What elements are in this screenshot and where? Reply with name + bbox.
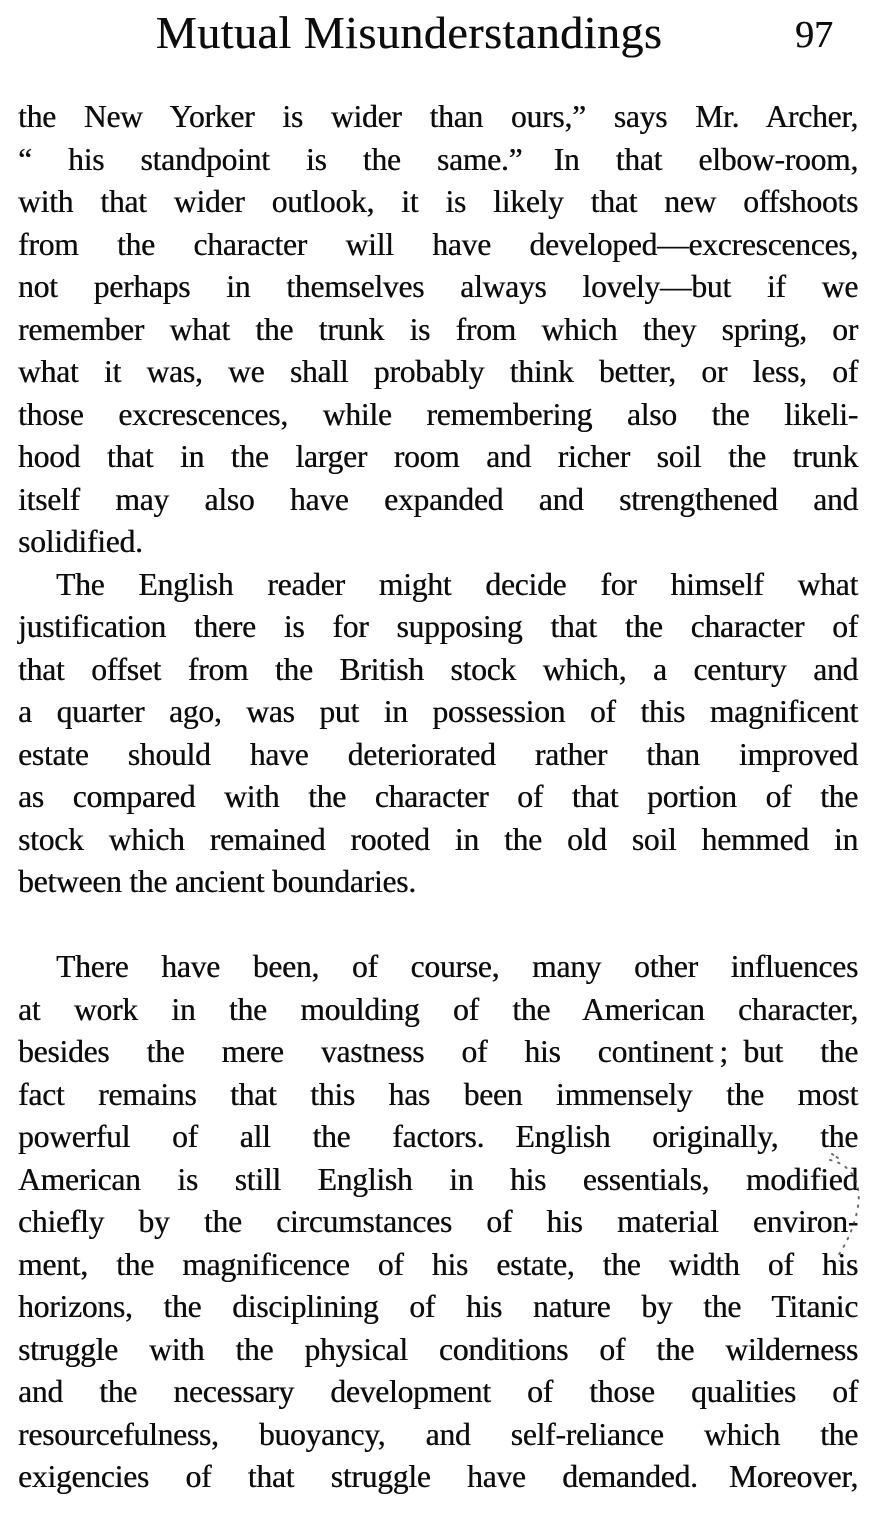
text-line: exigencies of that struggle have demanded. Moreover, — [18, 1459, 858, 1494]
text-line: as compared with the character of that portion of the — [18, 779, 858, 814]
page-number: 97 — [795, 14, 833, 56]
text-line: the New Yorker is wider than ours,” says Mr. Archer, — [18, 99, 858, 134]
text-line: and the necessary development of those qualities of — [18, 1374, 858, 1409]
text-line: resourcefulness, buoyancy, and self-reliance which the — [18, 1416, 858, 1452]
text-line: American is still English in his essentials, modified — [18, 1161, 858, 1197]
text-line: a quarter ago, was put in possession of this magnificent — [18, 694, 858, 729]
paragraph-english-reader — [18, 564, 858, 904]
text-line: “ his standpoint is the same.” In that elbow-room, — [18, 141, 858, 177]
text-line: chiefly by the circumstances of his material environ- — [18, 1204, 858, 1239]
text-line: stock which remained rooted in the old soil hemmed in — [18, 821, 858, 857]
text-line: There have been, of course, many other influences — [56, 949, 858, 984]
text-line: remember what the trunk is from which they spring, or — [18, 311, 858, 347]
text-line: those excrescences, while remembering also the likeli- — [18, 396, 858, 432]
text-line: from the character will have developed—excrescences, — [18, 226, 858, 262]
text-line: that offset from the British stock which, a century and — [18, 651, 858, 687]
scan-smudge-artifact — [828, 1148, 876, 1260]
text-line: with that wider outlook, it is likely that new offshoots — [18, 184, 858, 219]
text-line: estate should have deteriorated rather than improved — [18, 736, 858, 772]
page-body — [18, 0, 858, 1499]
running-title: Mutual Misunderstandings — [155, 7, 663, 58]
text-line: itself may also have expanded and strengthened and — [18, 481, 858, 517]
text-line: hood that in the larger room and richer soil the trunk — [18, 439, 858, 474]
text-line: ment, the magnificence of his estate, the width of his — [18, 1246, 858, 1282]
paragraph-other-influences — [18, 946, 858, 1499]
text-line: powerful of all the factors. English originally, the — [18, 1119, 858, 1154]
paragraph-continuation — [18, 96, 858, 564]
text-line: horizons, the disciplining of his nature by the Titanic — [18, 1289, 858, 1324]
text-line: The English reader might decide for himself what — [56, 566, 858, 602]
text-line: struggle with the physical conditions of the wilderness — [18, 1331, 858, 1367]
text-line: besides the mere vastness of his continent ; but the — [18, 1034, 858, 1069]
text-line: not perhaps in themselves always lovely—but if we — [18, 269, 858, 304]
text-line: fact remains that this has been immensely the most — [18, 1076, 858, 1112]
text-line: solidified. — [18, 524, 143, 559]
text-line: justification there is for supposing that the character of — [18, 609, 858, 644]
text-line: between the ancient boundaries. — [18, 864, 416, 899]
text-line: at work in the moulding of the American character, — [18, 991, 858, 1027]
text-line: what it was, we shall probably think better, or less, of — [18, 354, 858, 389]
